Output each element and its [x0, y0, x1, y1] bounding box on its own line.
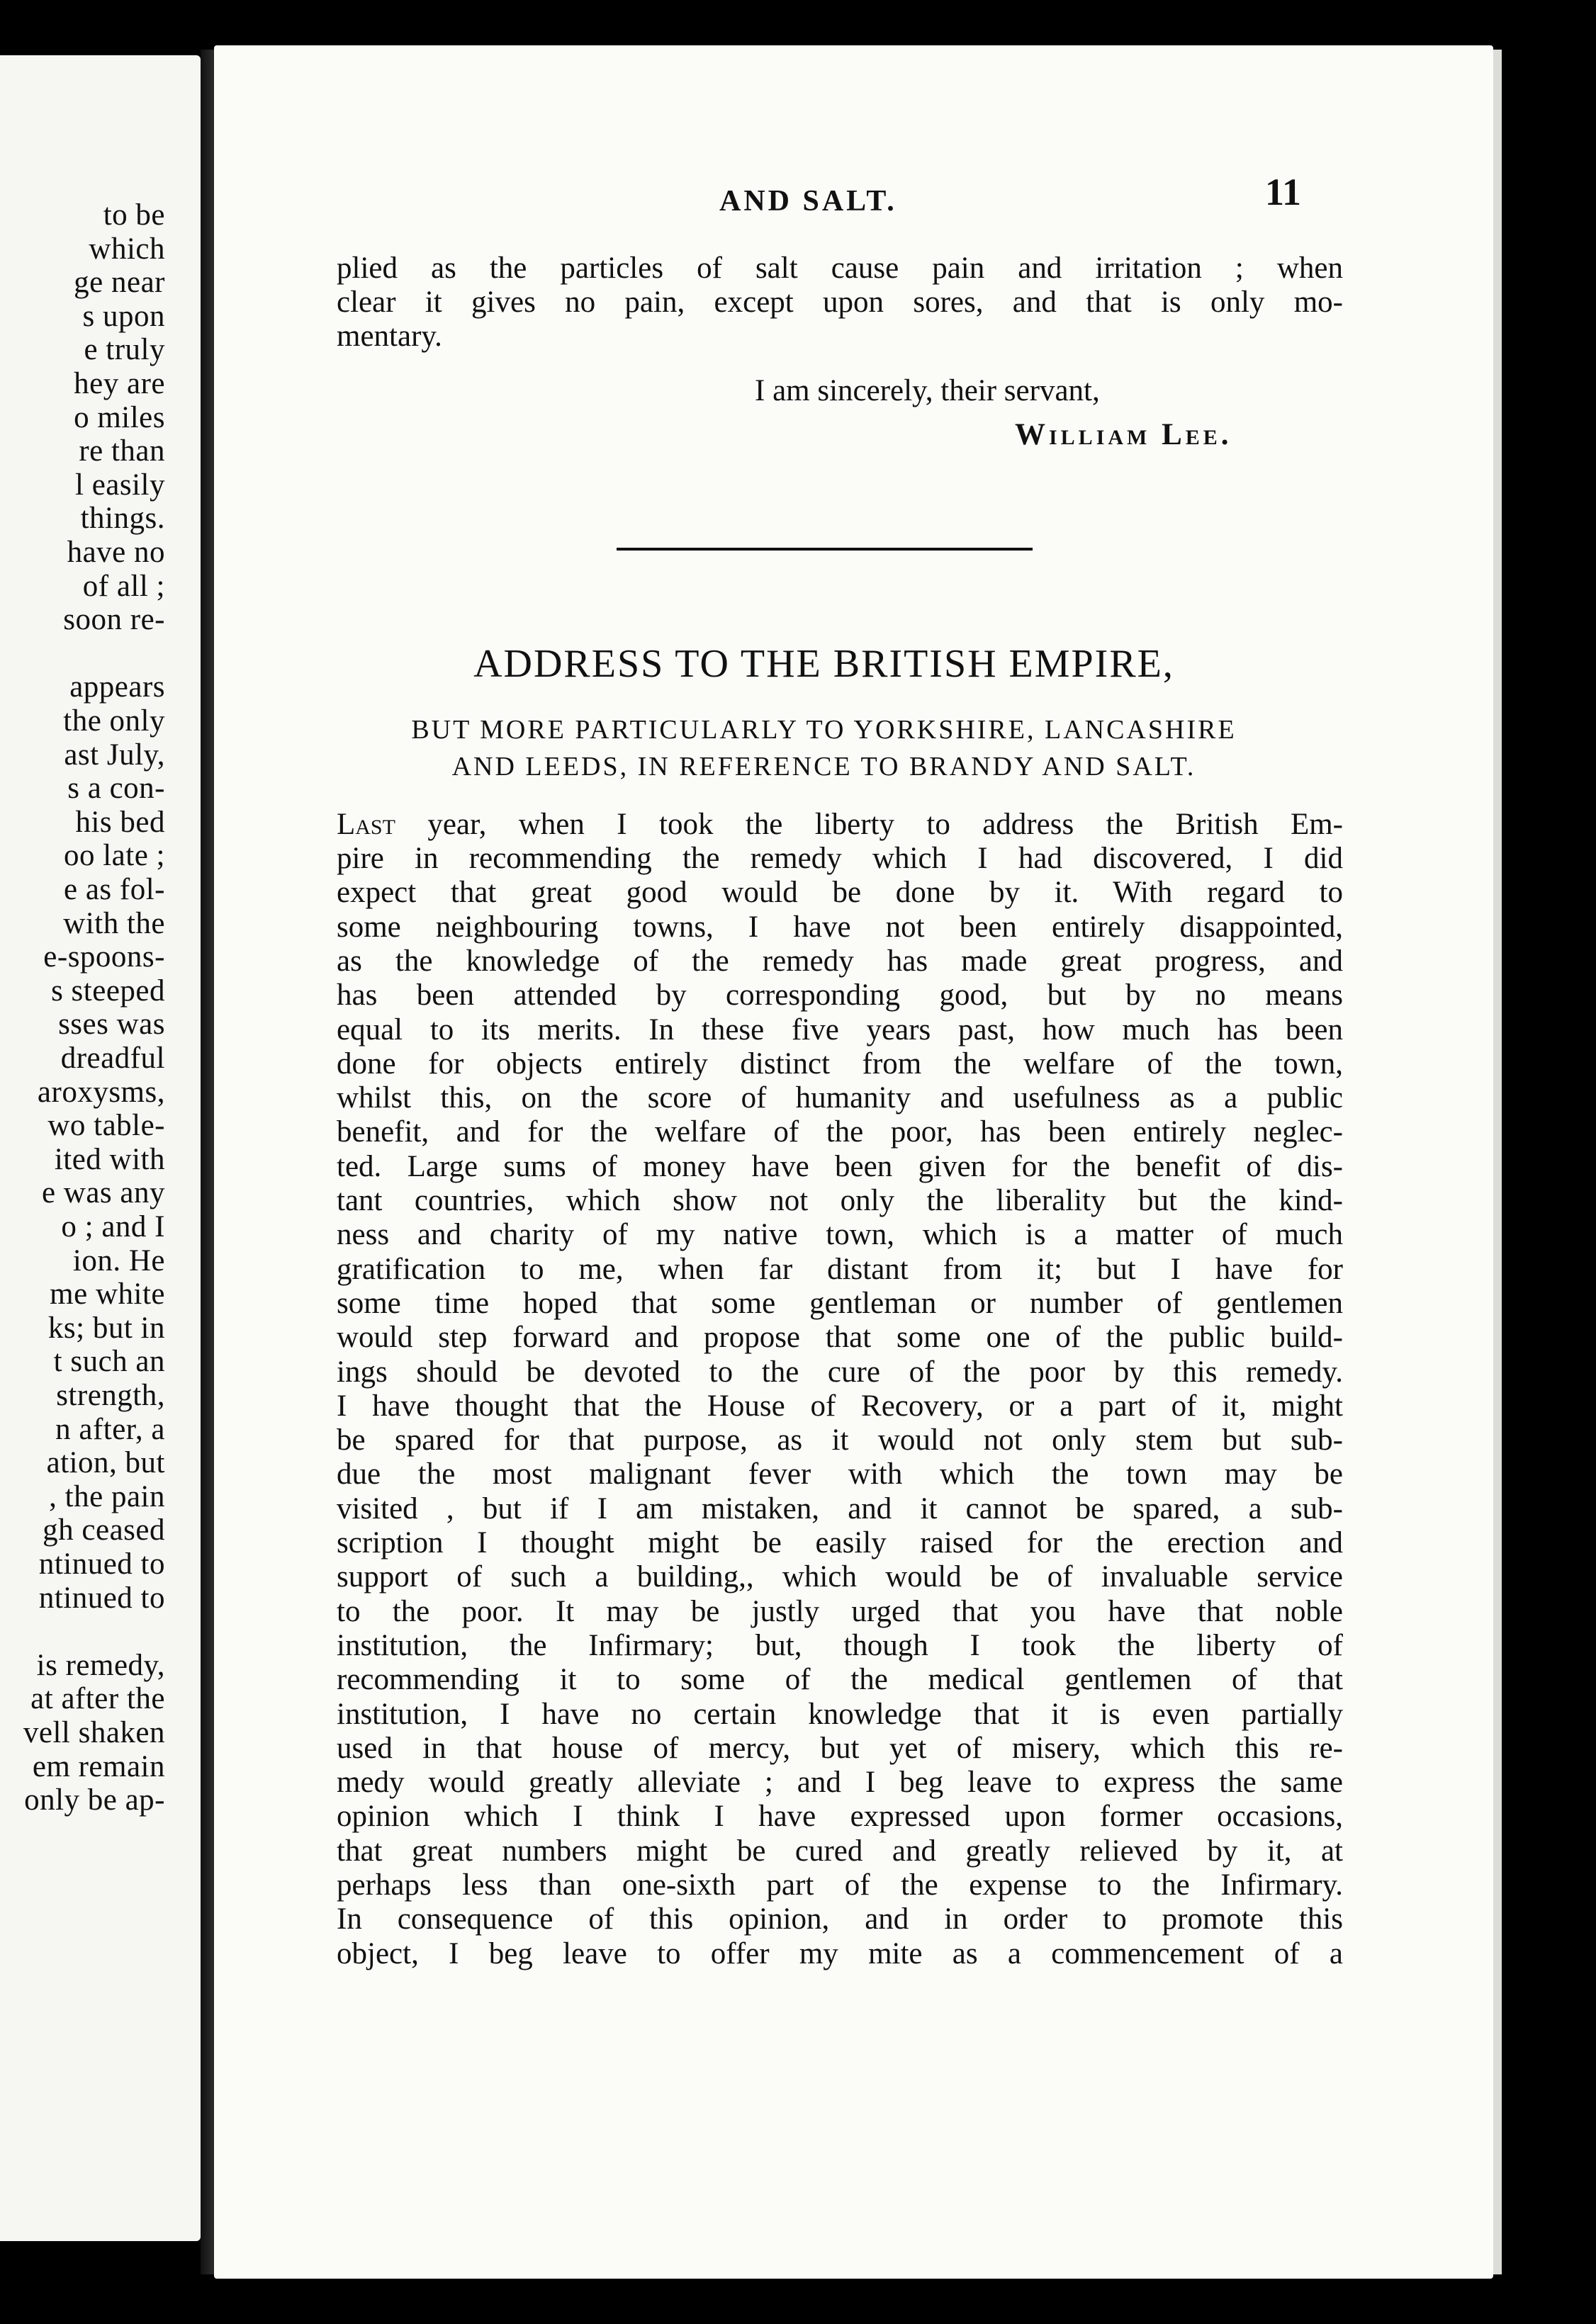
facing-page-line: sses was [58, 1008, 165, 1042]
address-line: equal to its merits. In these five years past, how much has been [337, 1012, 1343, 1047]
facing-page-line: oo late ; [63, 839, 165, 873]
address-line: institution, I have no certain knowledge that it is even partially [337, 1697, 1343, 1731]
facing-page-line: e was any [41, 1176, 165, 1210]
facing-page-line: e truly [84, 333, 165, 367]
address-line: some time hoped that some gentleman or number of gentlemen [337, 1286, 1343, 1320]
address-line: ted. Large sums of money have been given for the benefit of dis- [337, 1149, 1343, 1183]
facing-page-line: e-spoons- [43, 940, 165, 974]
address-line: recommending it to some of the medical gentlemen of that [337, 1663, 1343, 1697]
address-line: gratification to me, when far distant from it; but I have for [337, 1252, 1343, 1286]
facing-page-line: ntinued to [38, 1547, 165, 1581]
facing-page-line: the only [63, 704, 165, 738]
section-divider-rule [617, 548, 1033, 551]
letter-line: clear it gives no pain, except upon sores, and that is only mo- [337, 286, 1343, 319]
facing-page-line: ntinued to [38, 1581, 165, 1615]
facing-page-line: ge near [74, 266, 165, 300]
letter-signature: William Lee. [1015, 418, 1232, 451]
facing-page-line: wo table- [47, 1109, 165, 1143]
facing-page-line: n after, a [55, 1412, 165, 1446]
page-edge [1493, 50, 1502, 2274]
address-subtitle-line-1: BUT MORE PARTICULARLY TO YORKSHIRE, LANCASHIRE [411, 715, 1237, 745]
facing-page-line: strength, [56, 1379, 165, 1412]
address-title: ADDRESS TO THE BRITISH EMPIRE, [473, 642, 1174, 686]
facing-page-line: ation, but [46, 1446, 165, 1480]
facing-page-line: gh ceased [43, 1513, 165, 1547]
address-line: support of such a building,, which would be of invaluable service [337, 1560, 1343, 1594]
address-subtitle-line-2: AND LEEDS, IN REFERENCE TO BRANDY AND SALT. [451, 752, 1196, 782]
address-line: institution, the Infirmary; but, though I took the liberty of [337, 1628, 1343, 1662]
facing-page [0, 55, 201, 2241]
address-line: tant countries, which show not only the liberality but the kind- [337, 1184, 1343, 1217]
facing-page-line: ited with [54, 1142, 165, 1176]
address-line: scription I thought might be easily raised for the erection and [337, 1526, 1343, 1559]
address-line: used in that house of mercy, but yet of misery, which this re- [337, 1731, 1343, 1765]
facing-page-line: ion. He [72, 1243, 165, 1277]
facing-page-line: o miles [74, 400, 165, 434]
facing-page-line: em remain [32, 1749, 165, 1783]
address-line: visited , but if I am mistaken, and it cannot be spared, a sub- [337, 1491, 1343, 1525]
address-line: due the most malignant fever with which the town may be [337, 1457, 1343, 1491]
facing-page-line: soon re- [63, 603, 165, 637]
first-line-text: year, when I took the liberty to address the British Em- [395, 808, 1343, 841]
letter-closing: I am sincerely, their servant, [755, 374, 1100, 407]
facing-page-line: s upon [82, 299, 165, 333]
facing-page-line: which [89, 232, 165, 266]
facing-page-line: appears [69, 670, 165, 704]
running-head: AND SALT. [719, 185, 897, 218]
facing-page-line: l easily [75, 468, 165, 502]
address-line: In consequence of this opinion, and in order to promote this [337, 1902, 1343, 1936]
address-line: medy would greatly alleviate ; and I beg leave to express the same [337, 1766, 1343, 1800]
lead-word: Last [337, 808, 395, 841]
letter-line: plied as the particles of salt cause pain and irritation ; when [337, 252, 1343, 285]
address-line: opinion which I think I have expressed upon former occasions, [337, 1800, 1343, 1834]
facing-page-line: ast July, [64, 738, 165, 772]
address-line: as the knowledge of the remedy has made great progress, and [337, 944, 1343, 978]
facing-page-line: me white [50, 1277, 165, 1312]
facing-page-line: , the pain [49, 1479, 165, 1513]
facing-page-line: have no [67, 536, 165, 569]
facing-page-line: t such an [53, 1345, 165, 1379]
facing-page-line: s steeped [51, 974, 165, 1008]
letter-line: mentary. [337, 320, 442, 353]
address-line: would step forward and propose that some one of the public build- [337, 1321, 1343, 1355]
address-line: be spared for that purpose, as it would not only stem but sub- [337, 1423, 1343, 1457]
address-line: ings should be devoted to the cure of the poor by this remedy. [337, 1355, 1343, 1389]
facing-page-line: with the [63, 906, 165, 940]
facing-page-line: is remedy, [36, 1648, 165, 1682]
facing-page-line: ks; but in [47, 1311, 165, 1345]
address-line: whilst this, on the score of humanity and usefulness as a public [337, 1081, 1343, 1115]
address-line: done for objects entirely distinct from the welfare of the town, [337, 1047, 1343, 1081]
address-line: expect that great good would be done by it. With regard to [337, 876, 1343, 910]
address-line: to the poor. It may be justly urged that you have that noble [337, 1594, 1343, 1628]
facing-page-line: vell shaken [23, 1716, 165, 1749]
facing-page-line: things. [80, 502, 165, 536]
address-line: some neighbouring towns, I have not been entirely disappointed, [337, 910, 1343, 944]
facing-page-line: at after the [30, 1682, 165, 1716]
address-line: ness and charity of my native town, which is a matter of much [337, 1218, 1343, 1252]
page-number: 11 [1265, 171, 1302, 213]
facing-page-line: s a con- [67, 772, 165, 806]
address-line: I have thought that the House of Recovery, or a part of it, might [337, 1389, 1343, 1423]
address-line: benefit, and for the welfare of the poor, has been entirely neglec- [337, 1115, 1343, 1149]
address-line: that great numbers might be cured and greatly relieved by it, at [337, 1834, 1343, 1868]
address-line: has been attended by corresponding good, but by no means [337, 978, 1343, 1012]
facing-page-line: re than [79, 434, 165, 468]
facing-page-line: dreadful [60, 1042, 165, 1075]
facing-page-line: to be [103, 198, 165, 232]
address-line: perhaps less than one-sixth part of the expense to the Infirmary. [337, 1868, 1343, 1902]
facing-page-line: hey are [74, 367, 165, 400]
facing-page-line: only be ap- [24, 1783, 165, 1817]
address-line: pire in recommending the remedy which I had discovered, I did [337, 842, 1343, 875]
facing-page-line: aroxysms, [37, 1075, 165, 1109]
address-line: object, I beg leave to offer my mite as a commencement of a [337, 1936, 1343, 1970]
address-first-line [337, 808, 1343, 842]
facing-page-line: his bed [75, 805, 165, 839]
facing-page-line: o ; and I [61, 1210, 165, 1243]
facing-page-line: of all ; [82, 569, 165, 603]
facing-page-line: e as fol- [64, 873, 165, 906]
